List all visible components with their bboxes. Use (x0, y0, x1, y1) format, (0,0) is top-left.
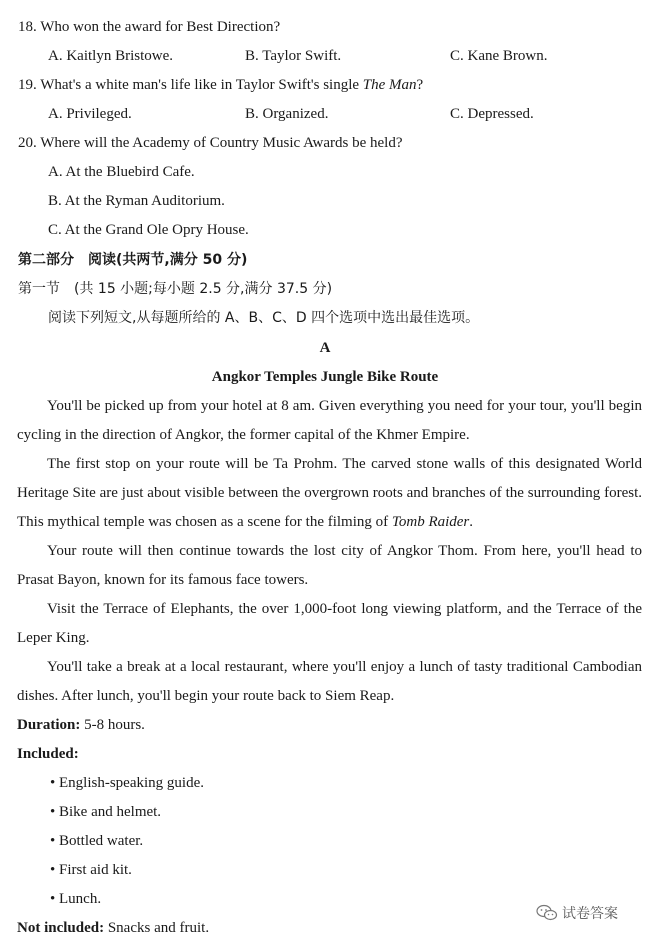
option-c: C. Depressed. (450, 106, 534, 122)
song-title: The Man (362, 77, 417, 93)
option-b: B. Organized. (245, 106, 329, 122)
stem-text: 19. What's a white man's life like in Taylor Swift's single (18, 77, 363, 93)
included-item: • First aid kit. (50, 862, 132, 878)
duration (17, 715, 145, 735)
duration-label: Duration: (17, 717, 81, 733)
duration-value: 5-8 hours. (84, 717, 145, 733)
option-c: C. Kane Brown. (450, 48, 548, 64)
question-20-stem: 20. Where will the Academy of Country Music Awards be held? (18, 135, 403, 151)
wechat-icon (536, 904, 558, 922)
passage-title: Angkor Temples Jungle Bike Route (211, 369, 439, 385)
watermark (536, 903, 618, 923)
included-item: • English-speaking guide. (50, 775, 204, 791)
subsection-title: 第一节 (共 15 小题;每小题 2.5 分,满分 37.5 分) (18, 281, 333, 297)
not-included-value: Snacks and fruit. (107, 920, 210, 936)
included-item: • Bike and helmet. (50, 804, 162, 820)
paragraph-2-end: . (469, 514, 474, 530)
paragraph-2-text: The first stop on your route will be Ta Prohm. The carved stone walls of this designated World Heritage Site are just about visible between the overgrown roots and branches of the surrounding forest. This mythical temple was chosen as a scene for the filming of (17, 456, 642, 530)
included-label: Included: (17, 746, 79, 762)
paragraph-4: Visit the Terrace of Elephants, the over 1,000-foot long viewing platform, and the Terrace of the Leper King. (17, 601, 642, 646)
not-included-label: Not included: (17, 920, 105, 936)
paragraph-5: You'll take a break at a local restaurant, where you'll enjoy a lunch of tasty traditional Cambodian dishes. After lunch, you'll begin your route back to Siem Reap. (17, 659, 642, 704)
option-a: A. At the Bluebird Cafe. (48, 164, 195, 180)
paragraph-2 (17, 450, 642, 537)
option-a: A. Privileged. (48, 106, 132, 122)
paragraph-3: Your route will then continue towards the lost city of Angkor Thom. From here, you'll head to Prasat Bayon, known for its famous face towers. (17, 543, 642, 588)
question-19-stem (18, 75, 423, 95)
film-title: Tomb Raider (391, 514, 470, 530)
part-title: 第二部分 阅读(共两节,满分 50 分) (18, 252, 248, 268)
included-item: • Bottled water. (50, 833, 144, 849)
option-a: A. Kaitlyn Bristowe. (48, 48, 173, 64)
passage-letter: A (319, 340, 331, 356)
instruction: 阅读下列短文,从每题所给的 A、B、C、D 四个选项中选出最佳选项。 (48, 310, 480, 326)
option-b: B. At the Ryman Auditorium. (48, 193, 225, 209)
watermark-text: 试卷答案 (562, 906, 618, 922)
question-18-stem: 18. Who won the award for Best Direction? (18, 19, 281, 35)
stem-end: ? (416, 77, 424, 93)
option-c: C. At the Grand Ole Opry House. (48, 222, 249, 238)
not-included (17, 918, 209, 938)
paragraph-1: You'll be picked up from your hotel at 8 am. Given everything you need for your tour, you'll begin cycling in the direction of Angkor, the former capital of the Khmer Empire. (17, 398, 642, 443)
included-item: • Lunch. (50, 891, 102, 907)
option-b: B. Taylor Swift. (245, 48, 342, 64)
